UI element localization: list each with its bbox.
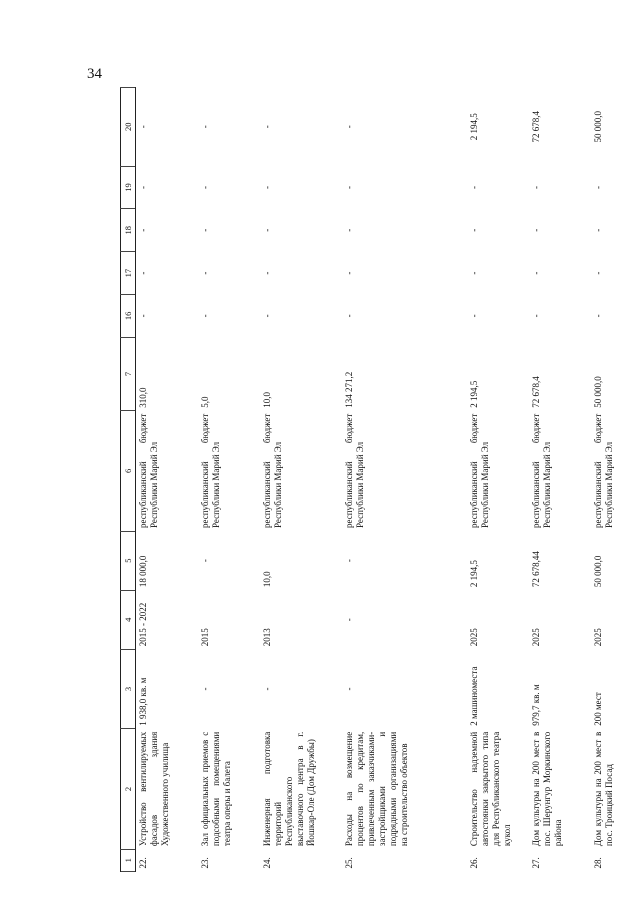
table-row xyxy=(467,88,529,872)
capacity: - xyxy=(261,687,272,691)
cell-c18: - xyxy=(468,228,479,232)
cell-c18: - xyxy=(138,228,149,232)
row-number: 28. xyxy=(592,857,603,869)
table-row xyxy=(136,88,198,872)
cell-c18: - xyxy=(530,228,541,232)
object-name: Дом культуры на 200 мест в пос. Троицкий Посад xyxy=(592,731,614,847)
cell-c16: - xyxy=(592,314,603,318)
total-amount: 310,0 xyxy=(138,387,149,408)
col-header: 4 xyxy=(121,590,136,649)
object-name: Строительство надземной автостоянки закрытого типа для Республиканского театра кукол xyxy=(468,731,512,847)
capacity: 200 мест xyxy=(592,692,603,726)
col-header: 17 xyxy=(121,252,136,295)
col-header: 16 xyxy=(121,295,136,338)
row-number: 26. xyxy=(468,857,479,869)
period: 2013 xyxy=(261,628,272,647)
cell-c17: - xyxy=(138,271,149,275)
cell-c17: - xyxy=(468,271,479,275)
estimate-cost: - xyxy=(343,559,354,563)
row-number: 24. xyxy=(261,857,272,869)
cell-c17: - xyxy=(592,271,603,275)
estimate-cost: 50 000,0 xyxy=(592,555,603,588)
cell-c20: - xyxy=(261,125,272,129)
funding-source: республиканский бюджет Республики Марий Эл xyxy=(261,413,283,529)
funding-source: республиканский бюджет Республики Марий Эл xyxy=(199,413,221,529)
table-row xyxy=(591,88,639,872)
row-number: 25. xyxy=(343,857,354,869)
total-amount: 5,0 xyxy=(199,396,210,408)
funding-source: республиканский бюджет Республики Марий Эл xyxy=(343,413,365,529)
col-header: 1 xyxy=(121,849,136,871)
capacity: - xyxy=(343,687,354,691)
cell-c17: - xyxy=(199,271,210,275)
cell-c17: - xyxy=(261,271,272,275)
cell-c20: - xyxy=(343,125,354,129)
cell-c18: - xyxy=(343,228,354,232)
col-header: 2 xyxy=(121,729,136,849)
cell-c16: - xyxy=(343,314,354,318)
cell-c19: - xyxy=(468,185,479,189)
cell-c16: - xyxy=(261,314,272,318)
object-name: Устройство вентилируемых фасадов здания Художественного училища xyxy=(138,731,171,847)
estimate-cost: 72 678,44 xyxy=(530,551,541,588)
cell-c19: - xyxy=(138,185,149,189)
cell-c17: - xyxy=(530,271,541,275)
cell-c20: 72 678,4 xyxy=(530,111,541,143)
period: 2025 xyxy=(468,628,479,647)
program-table xyxy=(120,87,639,872)
col-header: 19 xyxy=(121,166,136,209)
object-name: Инженерная подготовка территорий Республиканского выставочного центра в г. Йошкар-Оле (Дом Дружбы) xyxy=(261,731,316,847)
col-header: 6 xyxy=(121,411,136,531)
total-amount: 2 194,5 xyxy=(468,380,479,408)
cell-c20: - xyxy=(138,125,149,129)
object-name: Зал официальных приемов с подсобными помещениями театра оперы и балета xyxy=(199,731,232,847)
col-header: 3 xyxy=(121,649,136,729)
row-number: 23. xyxy=(199,857,210,869)
row-number: 27. xyxy=(530,857,541,869)
funding-source: республиканский бюджет Республики Марий Эл xyxy=(592,413,614,529)
header-row xyxy=(121,88,136,872)
estimate-cost: 18 000,0 xyxy=(138,555,149,588)
cell-c17: - xyxy=(343,271,354,275)
period: 2025 xyxy=(530,628,541,647)
cell-c16: - xyxy=(530,314,541,318)
period: 2015 xyxy=(199,628,210,647)
capacity: - xyxy=(199,687,210,691)
table-row xyxy=(198,88,260,872)
col-header: 5 xyxy=(121,531,136,590)
col-header: 20 xyxy=(121,88,136,167)
cell-c20: 2 194,5 xyxy=(468,113,479,141)
cell-c18: - xyxy=(199,228,210,232)
total-amount: 134 271,2 xyxy=(343,371,354,408)
cell-c19: - xyxy=(530,185,541,189)
cell-c16: - xyxy=(199,314,210,318)
funding-source: республиканский бюджет Республики Марий Эл xyxy=(530,413,552,529)
col-header: 7 xyxy=(121,337,136,410)
total-amount: 72 678,4 xyxy=(530,376,541,408)
col-header: 18 xyxy=(121,209,136,252)
total-amount: 10,0 xyxy=(261,391,272,408)
total-amount: 50 000,0 xyxy=(592,376,603,408)
cell-c19: - xyxy=(199,185,210,189)
funding-source: республиканский бюджет Республики Марий Эл xyxy=(138,413,160,529)
cell-c20: 50 000,0 xyxy=(592,111,603,143)
table-row xyxy=(342,88,467,872)
cell-c16: - xyxy=(138,314,149,318)
period: 2015 - 2022 xyxy=(138,602,149,647)
table-row xyxy=(260,88,342,872)
funding-source: республиканский бюджет Республики Марий Эл xyxy=(468,413,490,529)
object-name: Расходы на возмещение процентов по кредитам, привлеченным заказчиками-застройщиками и подрядными организациями на строительство объектов xyxy=(343,731,409,847)
cell-c20: - xyxy=(199,125,210,129)
cell-c19: - xyxy=(261,185,272,189)
object-name: Дом культуры на 200 мест в пос. Шерунгур Моркинского района xyxy=(530,731,563,847)
estimate-cost: - xyxy=(199,559,210,563)
rotated-table-sheet xyxy=(120,87,614,872)
period: 2025 xyxy=(592,628,603,647)
capacity: 979,7 кв. м xyxy=(530,684,541,726)
period: - xyxy=(343,618,354,622)
cell-c19: - xyxy=(592,185,603,189)
cell-c16: - xyxy=(468,314,479,318)
table-row xyxy=(529,88,591,872)
estimate-cost: 2 194,5 xyxy=(468,560,479,588)
cell-c18: - xyxy=(592,228,603,232)
capacity: 2 машиноместа xyxy=(468,666,479,726)
cell-c18: - xyxy=(261,228,272,232)
capacity: 1 938,0 кв. м xyxy=(138,677,149,726)
page-number: 34 xyxy=(87,66,102,82)
estimate-cost: 10,0 xyxy=(261,571,272,588)
row-number: 22. xyxy=(138,857,149,869)
cell-c19: - xyxy=(343,185,354,189)
